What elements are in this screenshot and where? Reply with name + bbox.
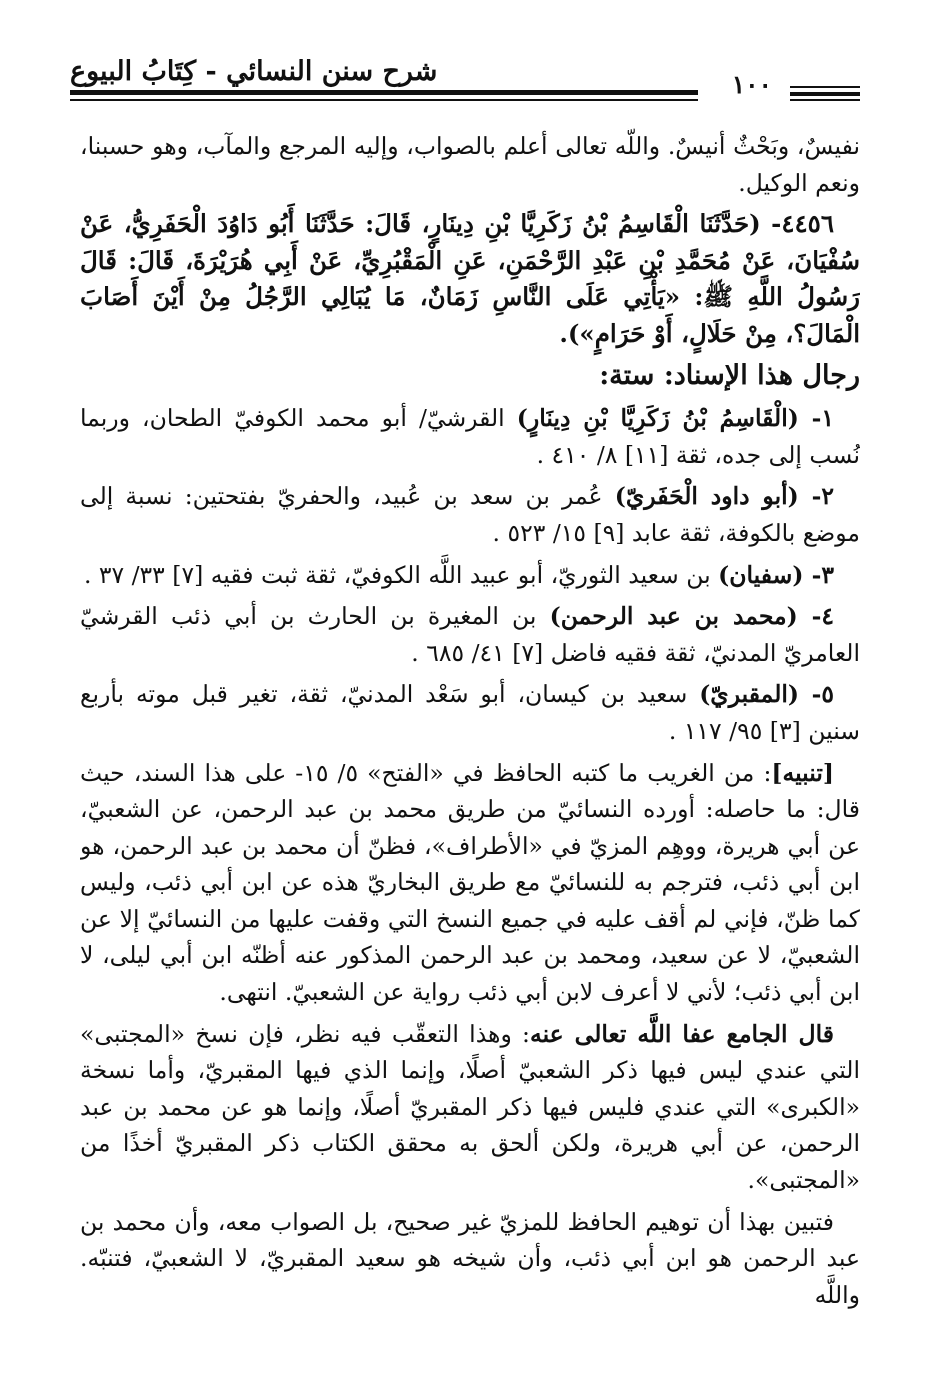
page-header <box>70 50 860 110</box>
paragraph-closing: نفيسٌ، وبَحْثٌ أنيسٌ. واللَّه تعالى أعلم بالصواب، وإليه المرجع والمآب، وهو حسبنا، ونعم الوكيل. <box>80 132 860 197</box>
narrator-1-desc: القرشيّ/ أبو محمد الكوفيّ الطحان، وربما نُسب إلى جده، ثقة [١١] ٨/ ٤١٠ . <box>80 404 860 469</box>
running-title: شرح سنن النسائي - كِتَابُ البيوع <box>70 56 438 87</box>
compiler-label: قال الجامع عفا اللَّه تعالى عنه <box>529 1019 835 1048</box>
narrator-2-name: ٢- (أبو داود الْحَفَريّ) <box>614 482 834 511</box>
narrator-3-desc: بن سعيد الثوريّ، أبو عبيد اللَّه الكوفيّ، ثقة ثبت فقيه [٧] ٣٣/ ٣٧ . <box>83 560 719 589</box>
narrator-5 <box>80 676 860 749</box>
narrator-1 <box>80 400 860 473</box>
header-rule-short-top <box>790 86 860 88</box>
narrator-5-desc: سعيد بن كيسان، أبو سَعْد المدنيّ، ثقة، تغير قبل موته بأربع سنين [٣] ٩٥/ ١١٧ . <box>80 680 860 745</box>
page-body <box>80 128 860 1343</box>
narrator-2 <box>80 478 860 551</box>
header-rule-thin <box>70 99 698 101</box>
narrator-4 <box>80 598 860 671</box>
hadith-text: ٤٤٥٦- (حَدَّثَنَا الْقَاسِمُ بْنُ زَكَرِيَّا بْنِ دِينَارٍ، قَالَ: حَدَّثَنَا أَبُو دَاوُدَ الْحَفَرِيُّ، عَنْ سُفْيَانَ، عَنْ مُحَمَّدِ بْنِ عَبْدِ الرَّحْمَنِ، عَنِ الْمَقْبُرِيِّ، عَنْ أَبِي هُرَيْرَةَ، قَالَ: قَالَ رَسُولُ اللَّهِ ﷺ: «يَأْتِي عَلَى النَّاسِ زَمَانٌ، مَا يُبَالِي الرَّجُلُ مِنْ أَيْنَ أَصَابَ الْمَالَ؟، مِنْ حَلَالٍ، أَوْ حَرَامٍ»). <box>80 209 860 348</box>
page-number: ١٠٠ <box>731 70 772 99</box>
narrator-3 <box>80 557 860 594</box>
narrator-4-name: ٤- (محمد بن عبد الرحمن) <box>549 602 834 631</box>
note-label: [تنبيه] <box>771 758 835 787</box>
header-rule-thick <box>70 90 698 95</box>
narrator-2-desc: عُمر بن سعد بن عُبيد، والحفريّ بفتحتين: نسبة إلى موضع بالكوفة، ثقة عابد [٩] ١٥/ ٥٢٣ . <box>80 482 860 547</box>
narrator-1-name: ١- (الْقَاسِمُ بْنُ زَكَرِيَّا بْنِ دِينَارٍ) <box>516 404 834 433</box>
narrator-3-name: ٣- (سفيان) <box>718 560 834 589</box>
narrator-4-desc: بن المغيرة بن الحارث بن أبي ذئب القرشيّ العامريّ المدنيّ، ثقة فقيه فاضل [٧] ٤١/ ٦٨٥ . <box>80 602 860 667</box>
narrator-5-name: ٥- (المقبريّ) <box>699 680 834 709</box>
note-paragraph <box>80 755 860 1011</box>
compiler-comment <box>80 1016 860 1199</box>
section-heading: رجال هذا الإسناد: ستة: <box>599 359 860 391</box>
header-rule-short-middle <box>790 92 860 96</box>
compiler-text: : وهذا التعقّب فيه نظر، فإن نسخ «المجتبى» التي عندي ليس فيها ذكر الشعبيّ أصلًا، وإنما الذي فيها المقبريّ، وأما نسخة «الكبرى» التي عندي فليس فيها ذكر المقبريّ أصلًا، وإنما هو عن محمد بن عبد الرحمن، عن أبي هريرة، ولكن ألحق به محقق الكتاب ذكر المقبريّ أخذًا من «المجتبى». <box>80 1019 860 1195</box>
conclusion-paragraph: فتبين بهذا أن توهيم الحافظ للمزيّ غير صحيح، بل الصواب معه، وأن محمد بن عبد الرحمن هو ابن أبي ذئب، وأن شيخه هو سعيد المقبريّ، لا الشعبيّ، فتنبّه. واللَّه <box>80 1207 860 1309</box>
header-rule-short-bottom <box>790 99 860 101</box>
note-text: : من الغريب ما كتبه الحافظ في «الفتح» ٥/ ١٥- على هذا السند، حيث قال: ما حاصله: أورده النسائيّ من طريق محمد بن عبد الرحمن، عن الشعبيّ، عن أبي هريرة، ووهِم المزيّ في «الأطراف»، فظنّ أن محمد بن عبد الرحمن، هو ابن أبي ذئب، فترجم به للنسائيّ مع طريق البخاريّ هذه عن ابن أبي ذئب، وليس كما ظنّ، فإني لم أقف عليه في جميع النسخ التي وقفت عليها من النسائيّ إلا عن الشعبيّ، لا عن سعيد، ومحمد بن عبد الرحمن المذكور عنه أظنّه ابن أبي ليلى، لا ابن أبي ذئب؛ لأني لا أعرف لابن أبي ذئب رواية عن الشعبيّ. انتهى. <box>80 758 860 1007</box>
